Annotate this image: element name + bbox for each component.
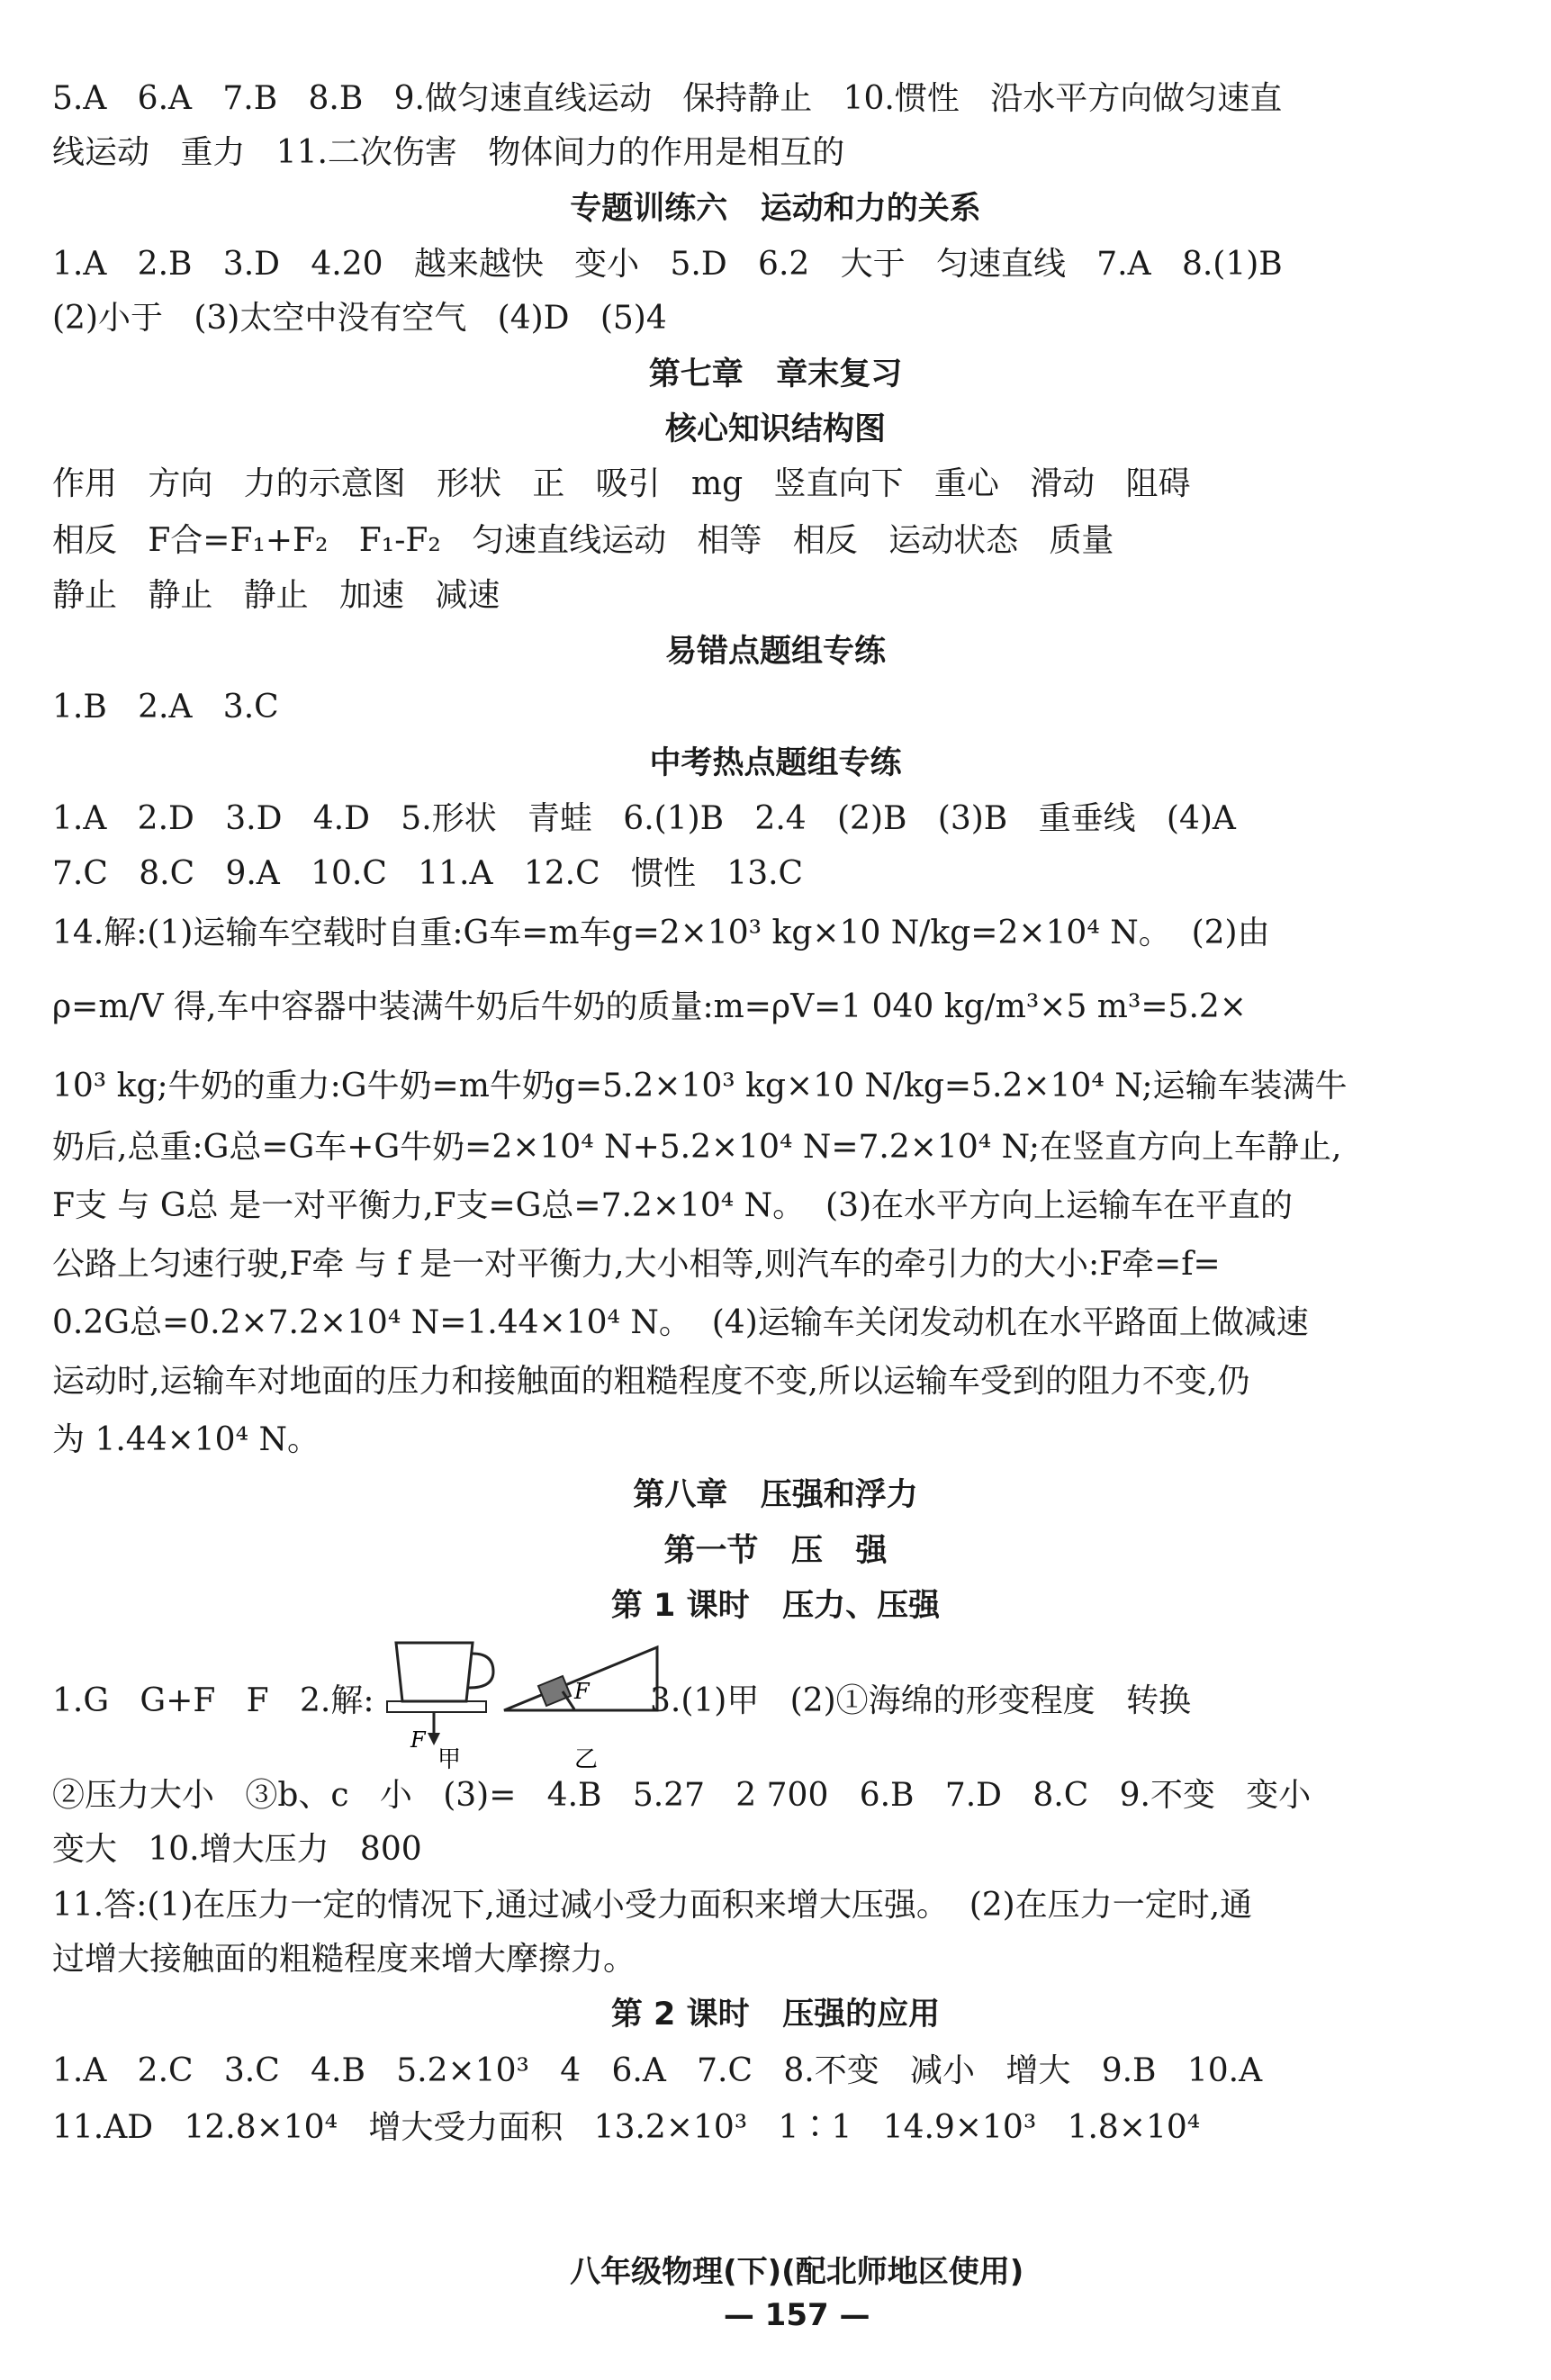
answer-line: 3.(1)甲 (2)①海绵的形变程度 转换	[650, 1682, 1191, 1719]
page-footer	[0, 2207, 1551, 2380]
answer-line: 5.A 6.A 7.B 8.B 9.做匀速直线运动 保持静止 10.惯性 沿水平方向做匀速直	[52, 80, 1283, 117]
figure-label-jia: 甲	[437, 1746, 462, 1773]
incline-figure	[504, 1647, 657, 1773]
answer-line: 奶后,总重:G总=G车+G牛奶=2×10⁴ N+5.2×10⁴ N=7.2×10⁴ N;在竖直方向上车静止,	[52, 1129, 1342, 1166]
answer-line: 作用 方向 力的示意图 形状 正 吸引 mg 竖直向下 重心 滑动 阻碍	[52, 465, 1191, 502]
answer-line: 公路上匀速行驶,F牵 与 f 是一对平衡力,大小相等,则汽车的牵引力的大小:F牵=f=	[52, 1246, 1221, 1283]
chapter-heading: 第七章 章末复习	[648, 356, 903, 392]
answer-line: 变大 10.增大压力 800	[52, 1831, 422, 1868]
page-number: — 157 —	[723, 2297, 870, 2333]
answer-line: 1.A 2.C 3.C 4.B 5.2×10³ 4 6.A 7.C 8.不变 减小 增大 9.B 10.A	[52, 2052, 1263, 2089]
answer-line: 线运动 重力 11.二次伤害 物体间力的作用是相互的	[52, 134, 845, 171]
section-heading: 中考热点题组专练	[649, 745, 902, 781]
answer-line: ρ=m/V 得,车中容器中装满牛奶后牛奶的质量:m=ρV=1 040 kg/m³×5 m³=5.2×	[52, 988, 1247, 1025]
force-label-cup: F	[410, 1727, 426, 1753]
lesson-heading: 第 1 课时 压力、压强	[610, 1588, 941, 1624]
answer-line: 静止 静止 静止 加速 减速	[52, 577, 500, 614]
section-heading: 专题训练六 运动和力的关系	[570, 191, 981, 227]
section-heading: 核心知识结构图	[664, 411, 886, 447]
answer-line: ②压力大小 ③b、c 小 (3)= 4.B 5.27 2 700 6.B 7.D 8.C 9.不变 变小	[52, 1777, 1312, 1814]
cup-figure	[387, 1643, 493, 1773]
section-heading: 第一节 压 强	[663, 1533, 888, 1569]
figure-label-yi: 乙	[574, 1746, 599, 1773]
force-diagram	[378, 1634, 666, 1778]
force-label-block: F	[574, 1679, 590, 1704]
answer-line: 11.答:(1)在压力一定的情况下,通过减小受力面积来增大压强。 (2)在压力一定时,通	[52, 1887, 1253, 1924]
answer-line: 1.A 2.B 3.D 4.20 越来越快 变小 5.D 6.2 大于 匀速直线 7.A 8.(1)B	[52, 246, 1283, 283]
chapter-heading: 第八章 压强和浮力	[633, 1477, 918, 1513]
section-heading: 易错点题组专练	[664, 634, 886, 670]
answer-line: 14.解:(1)运输车空载时自重:G车=m车g=2×10³ kg×10 N/kg=2×10⁴ N。 (2)由	[52, 915, 1270, 951]
answer-line: 10³ kg;牛奶的重力:G牛奶=m牛奶g=5.2×10³ kg×10 N/kg=5.2×10⁴ N;运输车装满牛	[52, 1068, 1348, 1104]
answer-line: 0.2G总=0.2×7.2×10⁴ N=1.44×10⁴ N。 (4)运输车关闭发动机在水平路面上做减速	[52, 1304, 1309, 1341]
answer-line: 过增大接触面的粗糙程度来增大摩擦力。	[52, 1941, 636, 1978]
answer-line: 1.A 2.D 3.D 4.D 5.形状 青蛙 6.(1)B 2.4 (2)B (3)B 重垂线 (4)A	[52, 800, 1236, 837]
answer-line: (2)小于 (3)太空中没有空气 (4)D (5)4	[52, 300, 667, 337]
answer-line: 为 1.44×10⁴ N。	[52, 1421, 320, 1458]
answer-line: 1.G G+F F 2.解:	[52, 1682, 374, 1719]
answer-line: 运动时,运输车对地面的压力和接触面的粗糙程度不变,所以运输车受到的阻力不变,仍	[52, 1363, 1250, 1400]
answer-line: F支 与 G总 是一对平衡力,F支=G总=7.2×10⁴ N。 (3)在水平方向上运输车在平直的	[52, 1187, 1294, 1224]
lesson-heading: 第 2 课时 压强的应用	[610, 1997, 941, 2033]
answer-line: 1.B 2.A 3.C	[52, 689, 279, 726]
answer-line: 7.C 8.C 9.A 10.C 11.A 12.C 惯性 13.C	[52, 855, 804, 892]
answer-line: 相反 F合=F₁+F₂ F₁-F₂ 匀速直线运动 相等 相反 运动状态 质量	[52, 522, 1114, 559]
footer-title: 八年级物理(下)(配北师地区使用)	[570, 2254, 1024, 2290]
answer-line: 11.AD 12.8×10⁴ 增大受力面积 13.2×10³ 1∶1 14.9×10³ 1.8×10⁴	[52, 2109, 1201, 2146]
